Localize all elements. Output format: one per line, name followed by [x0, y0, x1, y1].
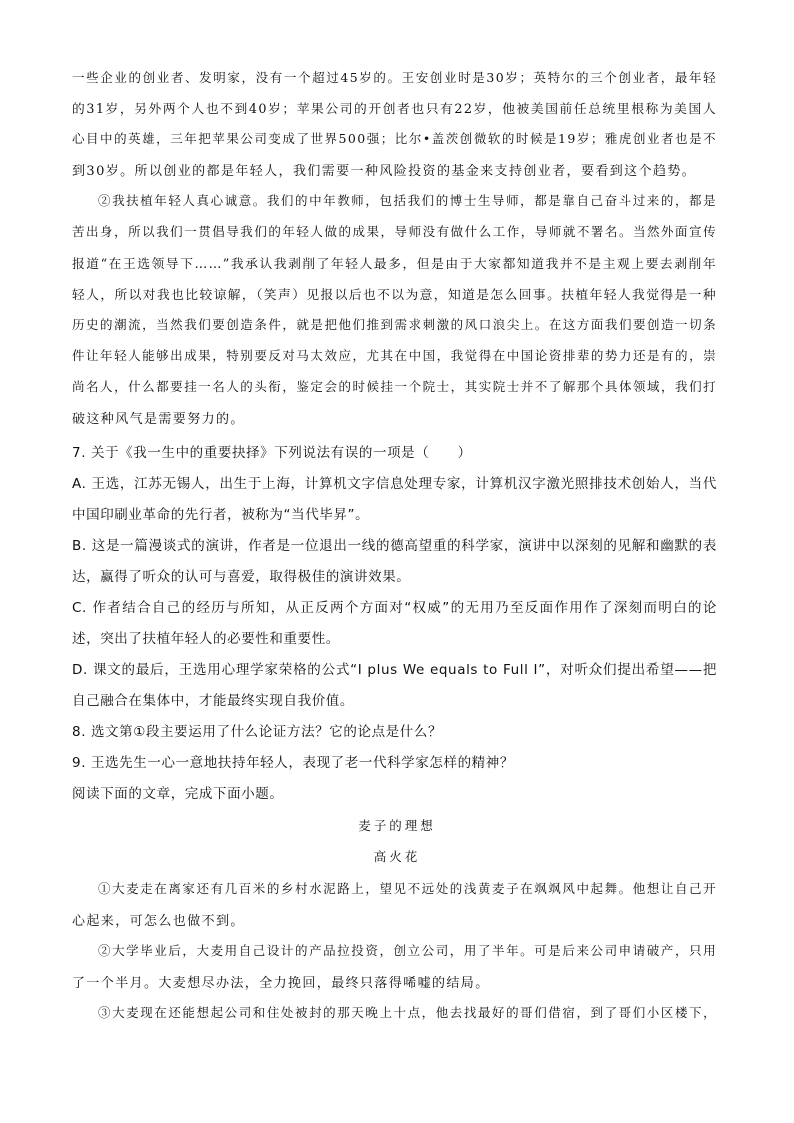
passage1-line: 报道“在王选领导下……”我承认我剥削了年轻人最多，但是由于大家都知道我并不是主观上要去剥削年	[72, 257, 717, 272]
option-d-cont: 自己融合在集体中，才能最终实现自我价值。	[72, 693, 354, 709]
article-author: 高火花	[373, 849, 421, 864]
passage2-line: 心起来，可怎么也做不到。	[72, 914, 245, 929]
passage1-line: 心目中的英雄，三年把苹果公司变成了世界500强；比尔•盖茨创微软的时候是19岁；雅虎创业者也是不	[72, 131, 717, 146]
passage2-paragraph-1: ①大麦走在离家还有几百米的乡村水泥路上，望见不远处的浅黄麦子在飒飒风中起舞。他想让自己开	[98, 881, 717, 896]
option-b: B. 这是一篇漫谈式的演讲，作者是一位退出一线的德高望重的科学家，演讲中以深刻的见解和幽默的表	[72, 538, 717, 554]
article-title: 麦子的理想	[358, 818, 436, 833]
passage1-line: 轻人，所以对我也比较谅解，（笑声）见报以后也不以为意，知道是怎么回事。扶植年轻人我觉得是一种	[72, 288, 717, 303]
passage1-paragraph-2-start: ②我扶植年轻人真心诚意。我们的中年教师，包括我们的博士生导师，都是靠自己奋斗过来的，都是	[98, 193, 717, 208]
passage1-line: 的31岁，另外两个人也不到40岁；苹果公司的开创者也只有22岁，他被美国前任总统里根称为美国人	[72, 102, 717, 117]
passage1-line: 尚名人，什么都要挂一名人的头衔，鉴定会的时候挂一个院士，其实院士并不了解那个具体领域，我们打	[72, 379, 717, 394]
passage2-paragraph-3: ③大麦现在还能想起公司和住处被封的那天晚上十点，他去找最好的哥们借宿，到了哥们小区楼下，	[98, 1005, 717, 1020]
passage2-paragraph-2: ②大学毕业后，大麦用自己设计的产品拉投资，创立公司，用了半年。可是后来公司申请破产，只用	[98, 943, 717, 958]
passage1-line: 历史的潮流，当然我们要创造条件，就是把他们推到需求刺激的风口浪尖上。在这方面我们要创造一切条	[72, 317, 717, 332]
passage1-line: 件让年轻人能够出成果，特别要反对马太效应，尤其在中国，我觉得在中国论资排辈的势力还是有的，崇	[72, 348, 717, 363]
reading-instruction: 阅读下面的文章，完成下面小题。	[72, 786, 284, 802]
question-9: 9. 王选先生一心一意地扶持年轻人，表现了老一代科学家怎样的精神？	[72, 755, 514, 771]
passage1-line: 一些企业的创业者、发明家，没有一个超过45岁的。王安创业时是30岁；英特尔的三个创业者，最年轻	[72, 70, 717, 85]
option-c-cont: 述，突出了扶植年轻人的必要性和重要性。	[72, 631, 340, 647]
option-c: C. 作者结合自己的经历与所知，从正反两个方面对“权威”的无用乃至反面作用作了深刻而明白的论	[72, 600, 717, 616]
option-a: A. 王选，江苏无锡人，出生于上海，计算机文字信息处理专家，计算机汉字激光照排技术创始人，当代	[72, 476, 717, 492]
passage1-line: 到30岁。所以创业的都是年轻人，我们需要一种风险投资的基金来支持创业者，要看到这个趋势。	[72, 164, 697, 179]
option-a-cont: 中国印刷业革命的先行者，被称为“当代毕昇”。	[72, 507, 370, 523]
question-8: 8. 选文第①段主要运用了什么论证方法？它的论点是什么？	[72, 724, 443, 740]
passage1-line: 苦出身，所以我们一贯倡导我们的年轻人做的成果，导师没有做什么工作，导师就不署名。当然外面宣传	[72, 224, 717, 239]
option-d: D. 课文的最后，王选用心理学家荣格的公式“I plus We equals to Full I”，对听众们提出希望——把	[72, 662, 717, 678]
question-7: 7. 关于《我一生中的重要抉择》下列说法有误的一项是（ ）	[72, 445, 472, 461]
passage1-line: 破这种风气是需要努力的。	[72, 412, 245, 427]
option-b-cont: 达，赢得了听众的认可与喜爱，取得极佳的演讲效果。	[72, 569, 411, 585]
passage2-line: 了一个半月。大麦想尽办法，全力挽回，最终只落得唏嘘的结局。	[72, 976, 490, 991]
